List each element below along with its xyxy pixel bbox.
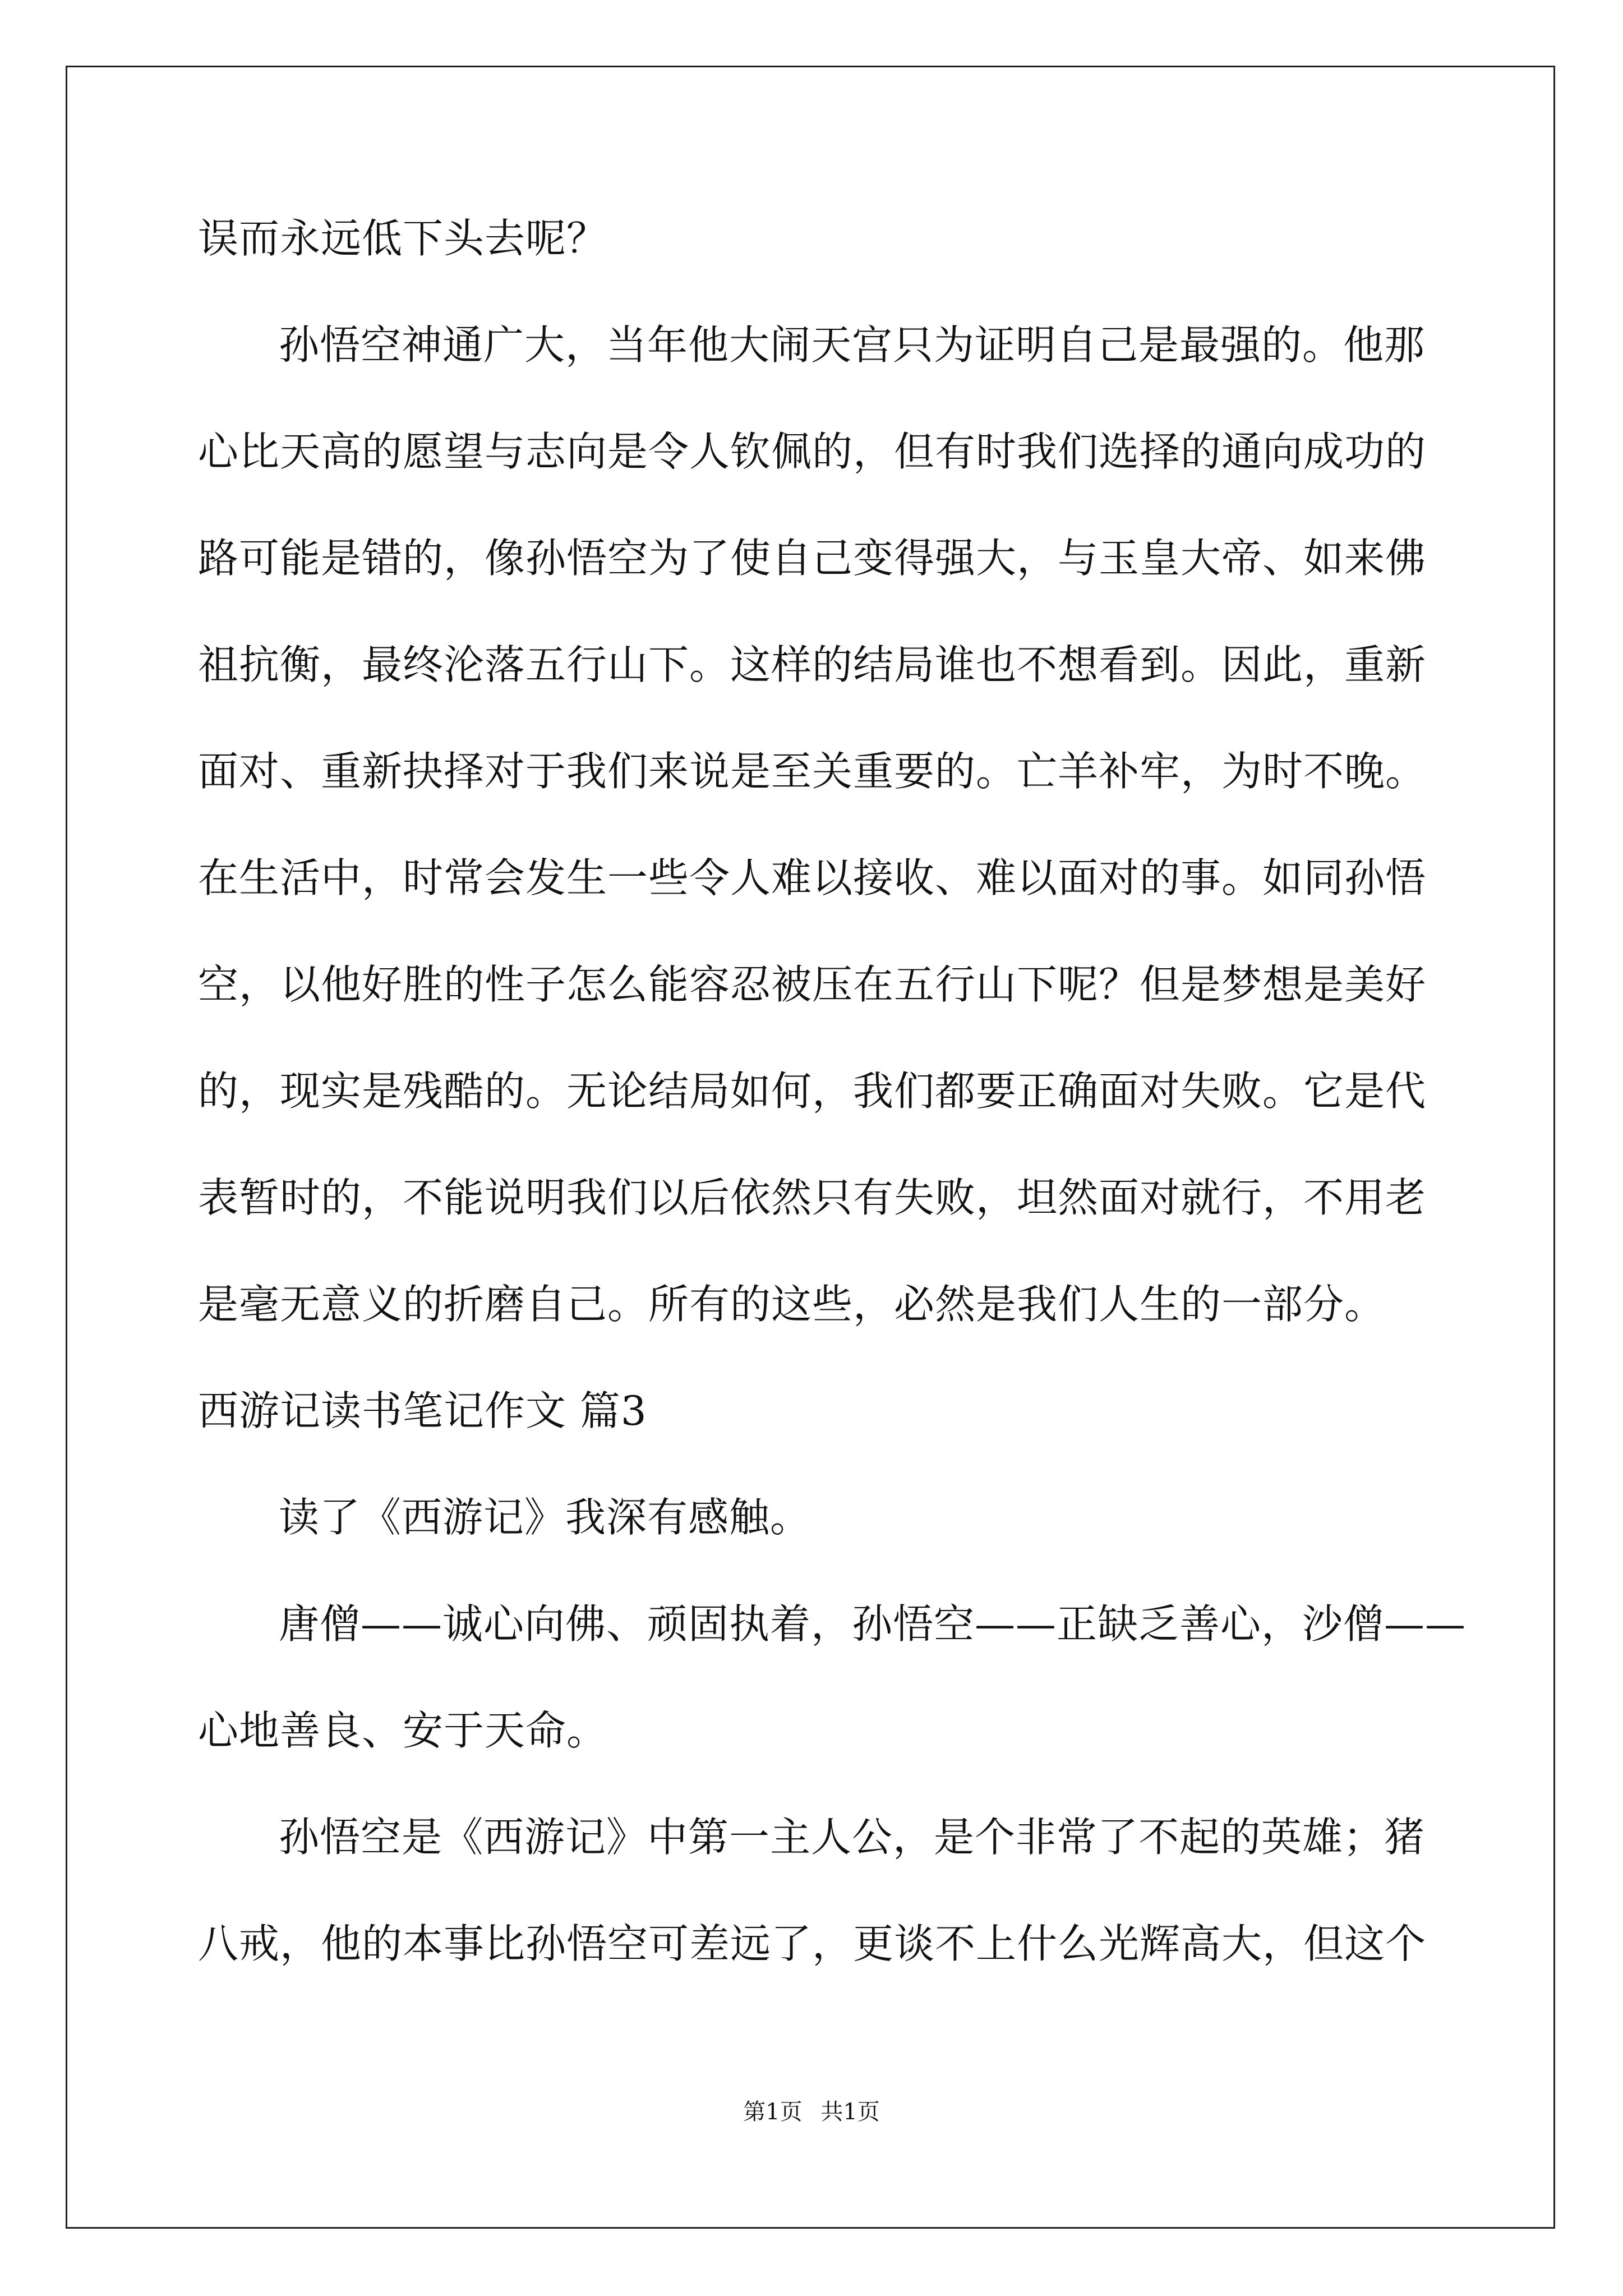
page-number: 第1页 [743, 2099, 803, 2125]
text-line: 八戒，他的本事比孙悟空可差远了，更谈不上什么光辉高大，但这个 [198, 1920, 1427, 1967]
paragraph-start-line: 孙悟空是《西游记》中第一主人公，是个非常了不起的英雄；猪 [279, 1814, 1426, 1861]
text-line: 路可能是错的，像孙悟空为了使自己变得强大，与玉皇大帝、如来佛 [198, 535, 1427, 582]
text-line: 面对、重新抉择对于我们来说是至关重要的。亡羊补牢，为时不晚。 [198, 748, 1427, 795]
page-total: 共1页 [820, 2099, 880, 2125]
paragraph-start-line: 唐僧——诚心向佛、顽固执着，孙悟空——正缺乏善心，沙僧—— [279, 1600, 1467, 1648]
paragraph-start-line: 孙悟空神通广大，当年他大闹天宫只为证明自己是最强的。他那 [279, 321, 1426, 369]
text-line: 空，以他好胜的性子怎么能容忍被压在五行山下呢？但是梦想是美好 [198, 961, 1427, 1008]
text-line: 表暂时的，不能说明我们以后依然只有失败，坦然面对就行，不用老 [198, 1174, 1427, 1221]
page-border [66, 66, 1555, 2229]
text-line: 心地善良、安于天命。 [198, 1707, 608, 1754]
paragraph-start-line: 读了《西游记》我深有感触。 [279, 1494, 811, 1541]
text-line: 误而永远低下头去呢？ [198, 215, 608, 262]
text-line: 的，现实是残酷的。无论结局如何，我们都要正确面对失败。它是代 [198, 1068, 1427, 1115]
text-line: 祖抗衡，最终沦落五行山下。这样的结局谁也不想看到。因此，重新 [198, 641, 1427, 688]
text-line: 在生活中，时常会发生一些令人难以接收、难以面对的事。如同孙悟 [198, 854, 1427, 901]
text-line: 心比天高的愿望与志向是令人钦佩的，但有时我们选择的通向成功的 [198, 428, 1427, 475]
section-heading: 西游记读书笔记作文 篇3 [198, 1387, 647, 1434]
page-footer [0, 2095, 1623, 2129]
text-line: 是毫无意义的折磨自己。所有的这些，必然是我们人生的一部分。 [198, 1281, 1386, 1328]
